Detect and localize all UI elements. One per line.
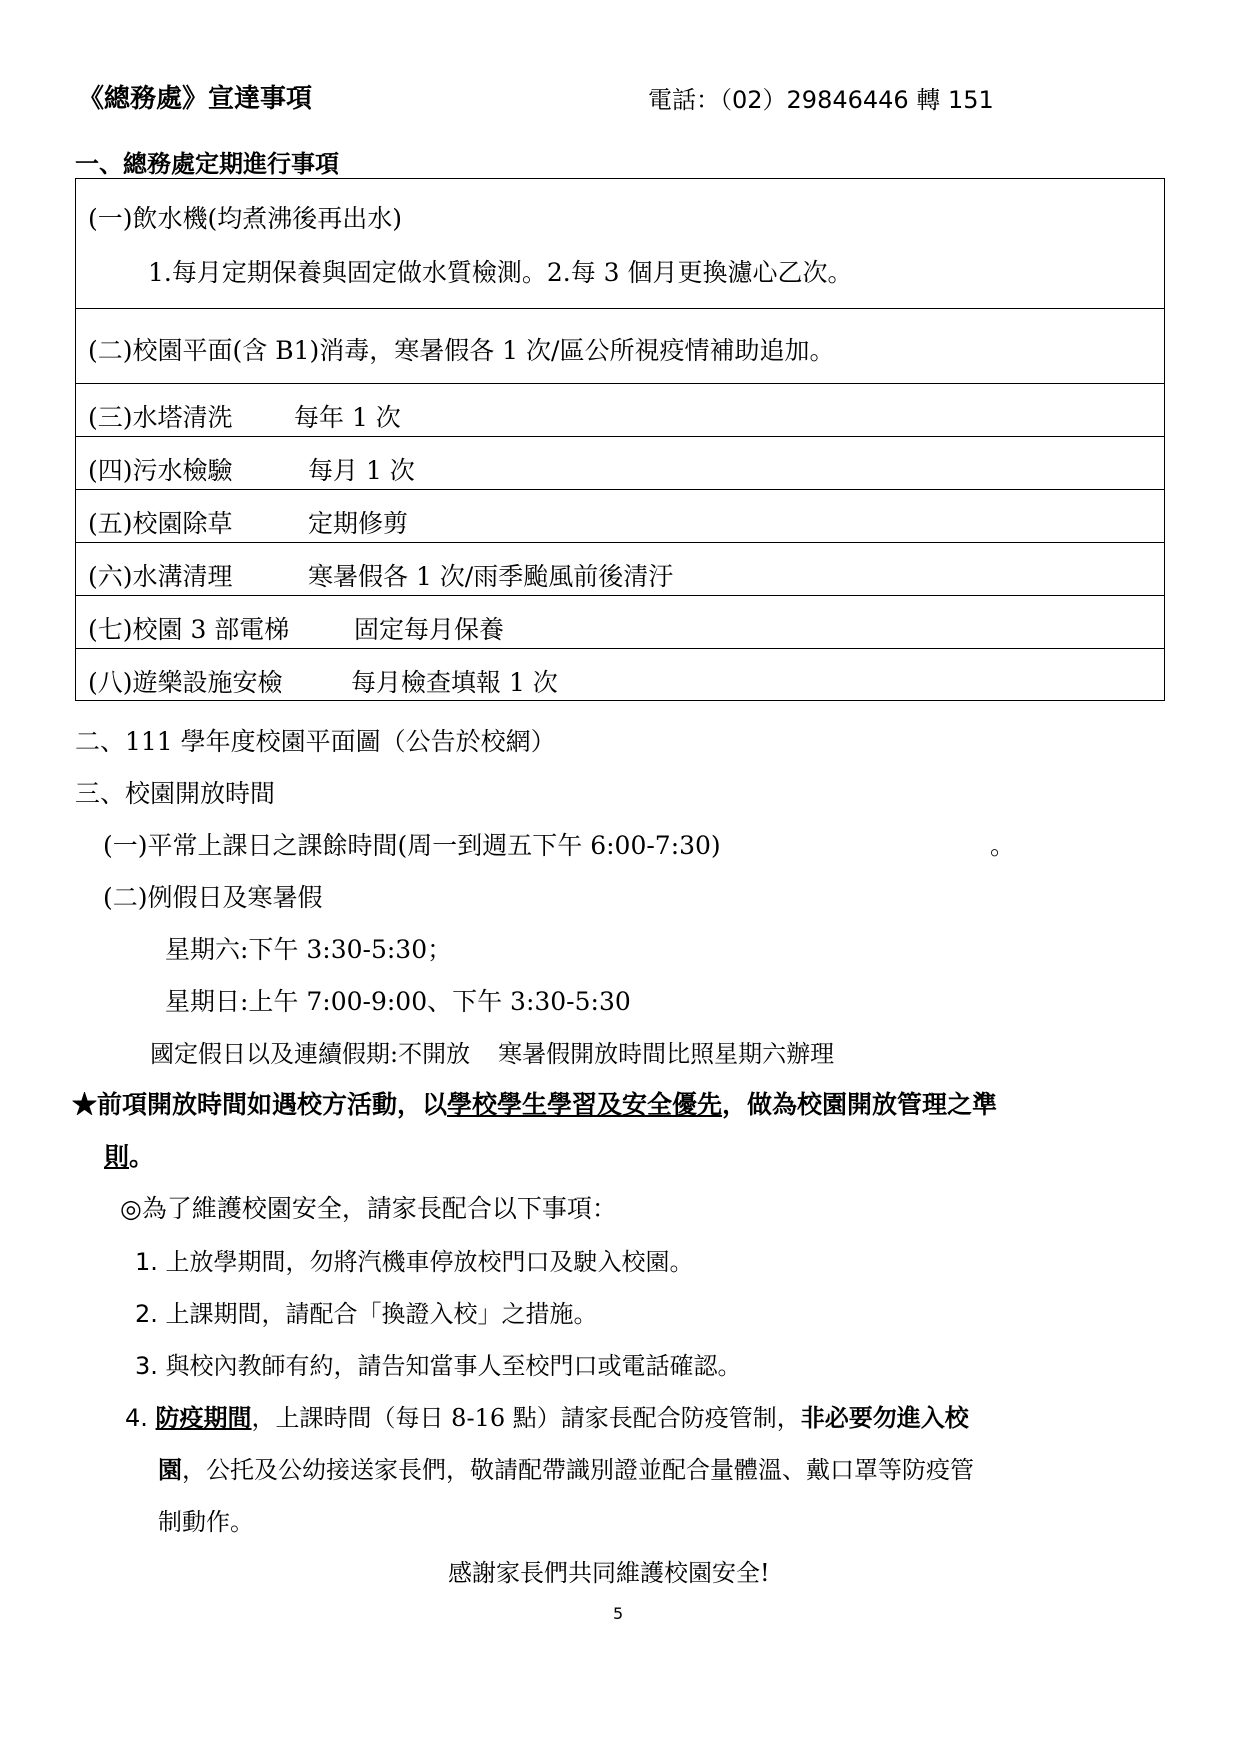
routine-tasks-table [75, 178, 1165, 701]
notice-last-char: 則 [104, 1142, 130, 1171]
row-value: 每月 1 次 [308, 456, 415, 485]
weekday-hours: (一)平常上課日之課餘時間(周一到週五下午 6:00-7:30) [103, 831, 721, 860]
table-row [76, 596, 1164, 649]
row-value: 每年 1 次 [294, 403, 401, 432]
safety-intro: ◎為了維護校園安全，請家長配合以下事項： [120, 1194, 617, 1223]
national-holiday-closed: 國定假日以及連續假期:不開放 [150, 1040, 471, 1068]
row-label: (三)水塔清洗 [88, 403, 233, 432]
page-title: 《總務處》宣達事項 [78, 84, 313, 114]
list-item-number: 2. [135, 1300, 158, 1328]
notice-emphasis: 學校學生學習及安全優先 [447, 1090, 723, 1119]
section-heading-opening-hours: 三、校園開放時間 [75, 779, 276, 808]
pickup-instructions: ，公托及公幼接送家長們，敬請配帶識別證並配合量體溫、戴口罩等防疫管 [182, 1456, 974, 1484]
row-label: (一)飲水機(均煮沸後再出水) [88, 204, 403, 233]
list-item-continued: 制動作。 [158, 1508, 254, 1536]
row-label: (六)水溝清理 [88, 562, 233, 591]
list-item-number: 3. [135, 1352, 158, 1380]
national-holiday-note [150, 1034, 834, 1069]
table-row [76, 384, 1164, 437]
row-value: 寒暑假各 1 次/雨季颱風前後清汙 [308, 562, 674, 591]
priority-notice-continued [104, 1137, 154, 1173]
row-detail: 1.每月定期保養與固定做水質檢測。2.每 3 個月更換濾心乙次。 [148, 258, 853, 287]
row-value: 每月檢查填報 1 次 [351, 668, 558, 697]
row-label: (七)校園 3 部電梯 [88, 615, 290, 644]
list-item-continued [158, 1450, 974, 1485]
list-item-number: 4. [125, 1404, 148, 1432]
row-label: (二)校園平面(含 B1)消毒，寒暑假各 1 次/區公所視疫情補助追加。 [88, 336, 835, 365]
closing-thanks: 感謝家長們共同維護校園安全! [448, 1559, 770, 1587]
list-item [125, 1398, 969, 1433]
weekday-hours-end: 。 [990, 831, 1016, 860]
holiday-hours-heading: (二)例假日及寒暑假 [103, 883, 323, 912]
list-item [135, 1346, 742, 1381]
epidemic-period-label: 防疫期間 [155, 1403, 252, 1432]
list-item-text: 與校內教師有約，請告知當事人至校門口或電話確認。 [165, 1352, 742, 1380]
notice-text-end: ，做為校園開放管理之準 [722, 1090, 998, 1119]
table-row [76, 490, 1164, 543]
row-label: (五)校園除草 [88, 509, 233, 538]
priority-notice [72, 1085, 997, 1121]
phone-number: 電話：（02）29846446 轉 151 [648, 86, 994, 114]
list-item-text: 上課期間，請配合「換證入校」之措施。 [165, 1300, 598, 1328]
table-row [76, 649, 1164, 702]
table-row [76, 309, 1164, 384]
list-item-number: 1. [135, 1248, 158, 1276]
row-label: (八)遊樂設施安檢 [88, 668, 283, 697]
row-value: 定期修剪 [308, 509, 409, 538]
row-value: 固定每月保養 [354, 615, 505, 644]
list-item-text: 上放學期間，勿將汽機車停放校門口及駛入校園。 [165, 1248, 694, 1276]
page-number: 5 [613, 1604, 624, 1623]
winter-summer-note: 寒暑假開放時間比照星期六辦理 [498, 1040, 835, 1068]
section-campus-map: 二、111 學年度校園平面圖（公告於校網） [75, 727, 556, 756]
table-row [76, 543, 1164, 596]
section-heading-routine: 一、總務處定期進行事項 [75, 149, 339, 178]
list-item [135, 1242, 694, 1277]
row-label: (四)污水檢驗 [88, 456, 233, 485]
no-entry-notice-end: 園 [158, 1455, 182, 1484]
no-entry-notice: 非必要勿進入校 [800, 1403, 969, 1432]
notice-text-start: ★前項開放時間如遇校方活動，以 [72, 1090, 448, 1119]
sunday-hours: 星期日:上午 7:00-9:00、下午 3:30-5:30 [165, 987, 631, 1016]
table-row [76, 437, 1164, 490]
saturday-hours: 星期六:下午 3:30-5:30； [165, 935, 453, 964]
notice-period: 。 [129, 1142, 155, 1171]
list-item [135, 1294, 598, 1329]
table-row [76, 179, 1164, 309]
epidemic-hours-text: ，上課時間（每日 8-16 點）請家長配合防疫管制， [251, 1404, 801, 1432]
